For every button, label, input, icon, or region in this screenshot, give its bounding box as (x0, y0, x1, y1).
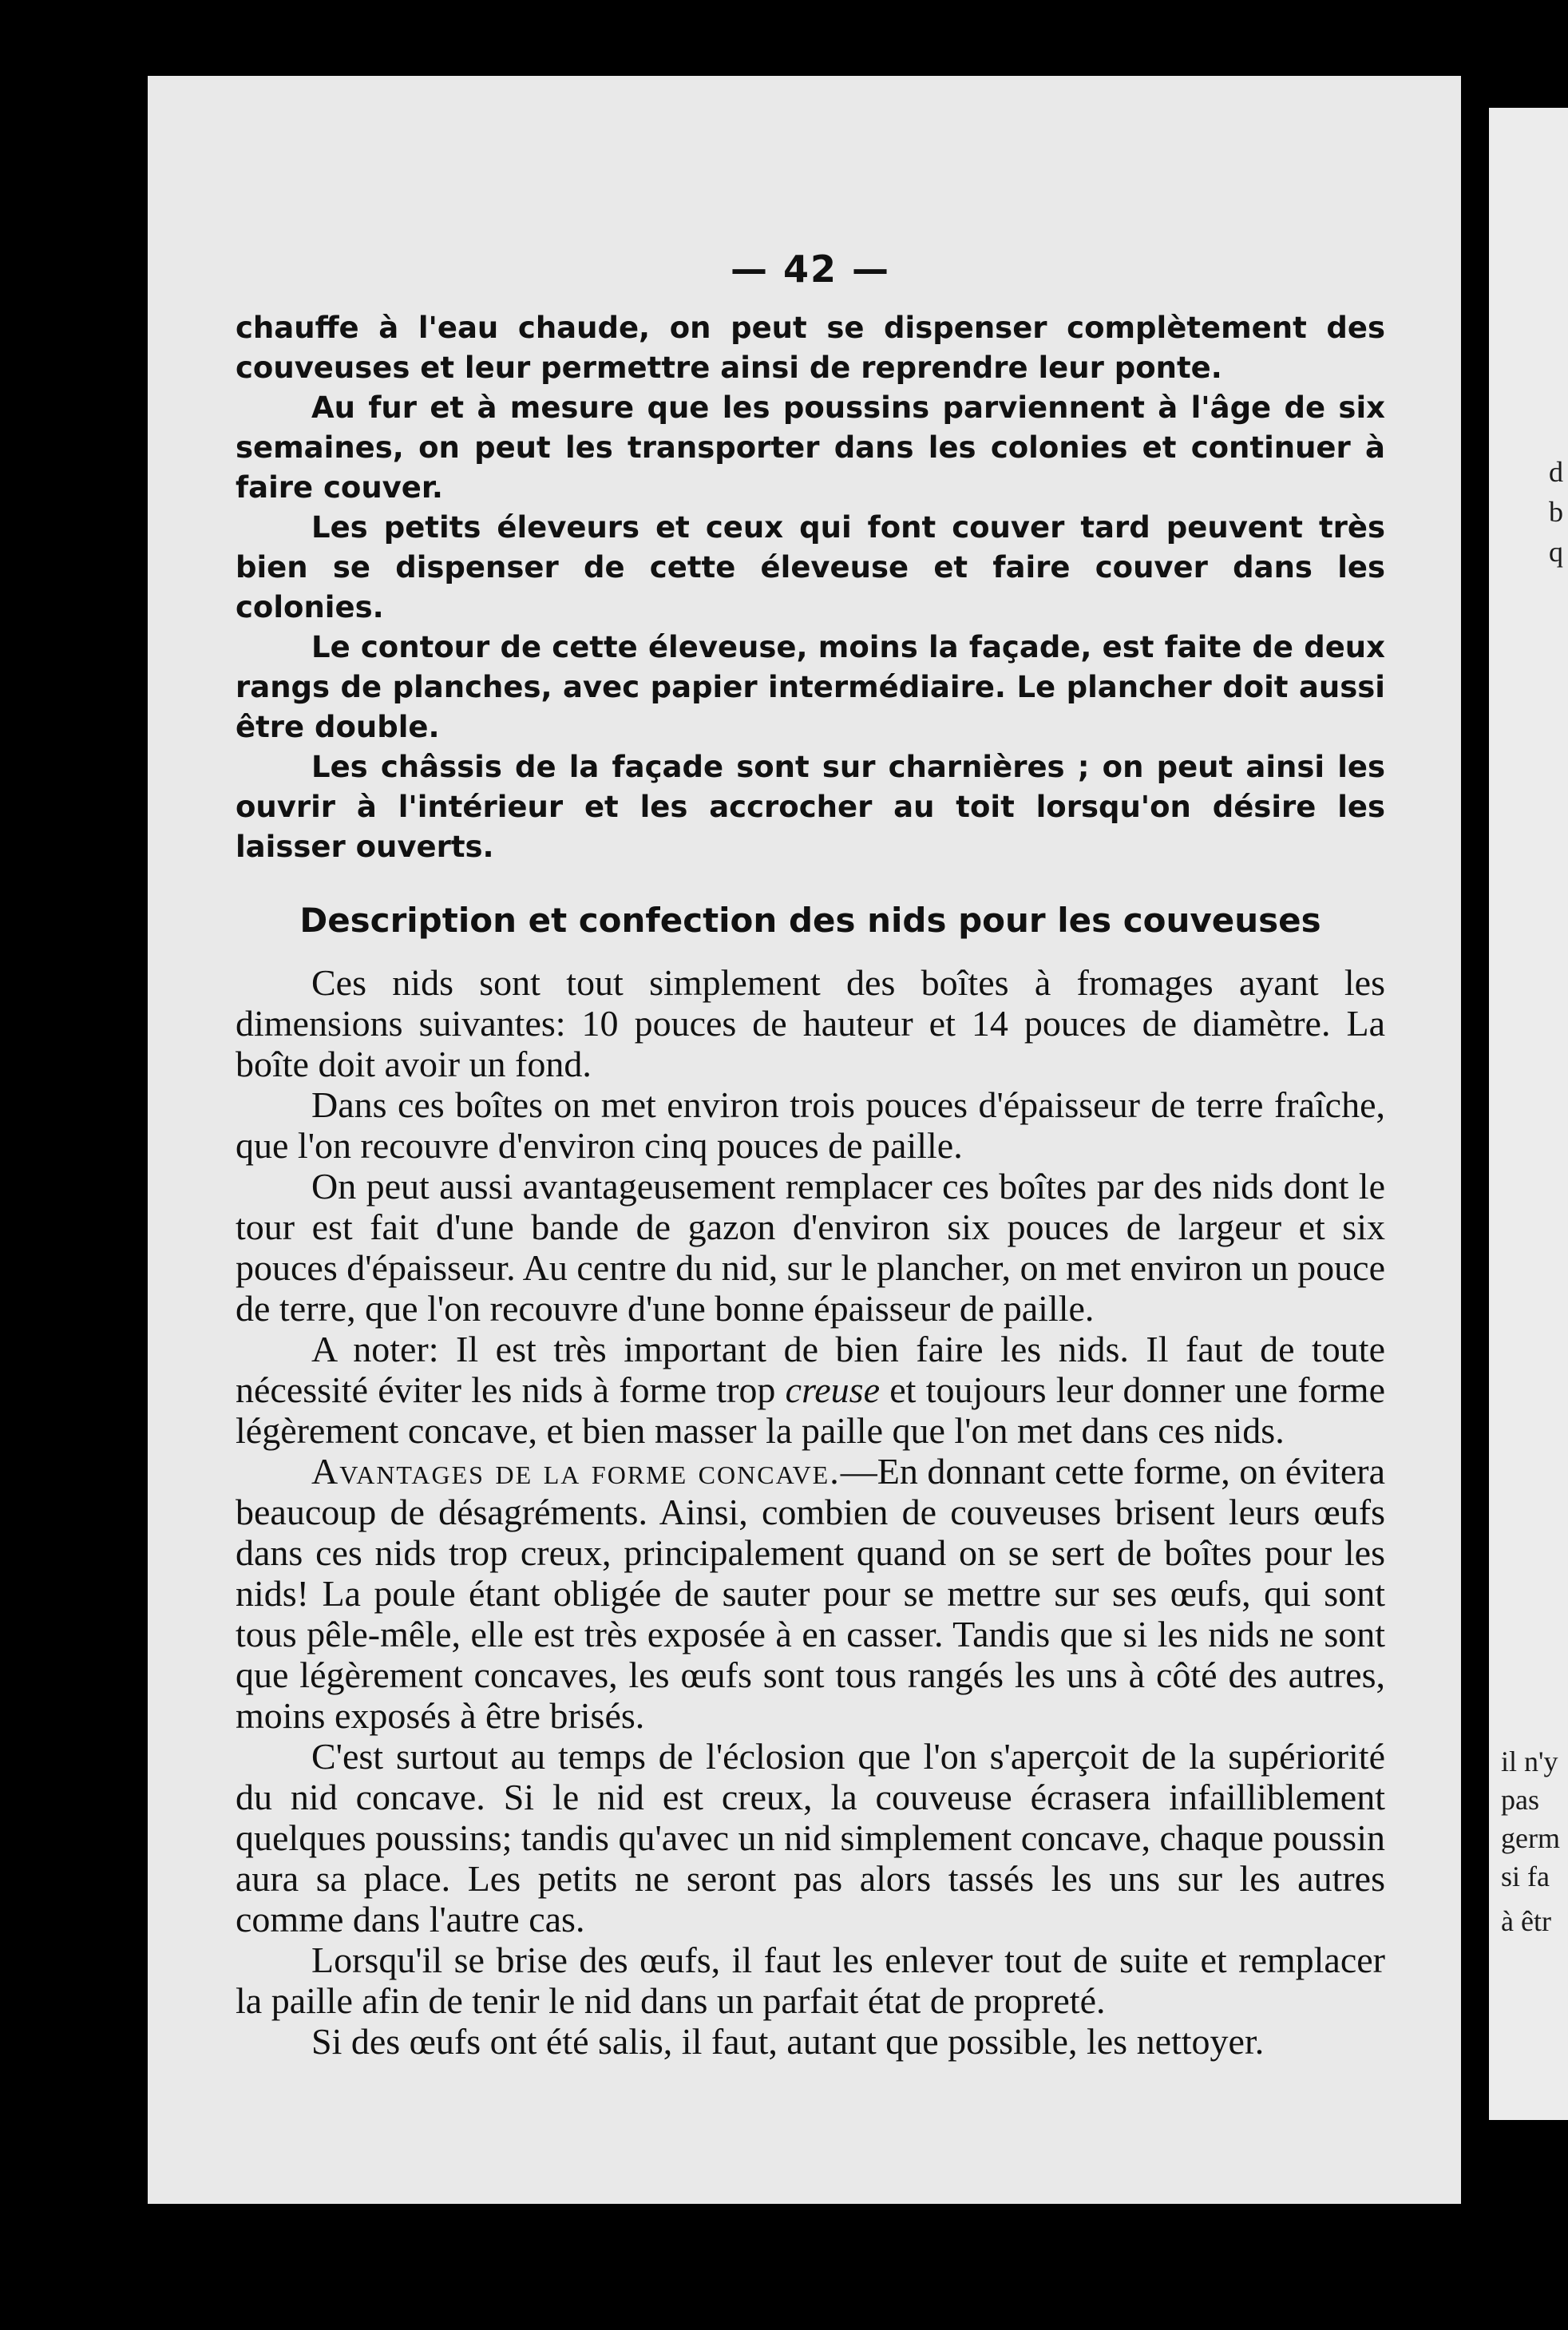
section-heading: Description et confection des nids pour les couveuses (299, 901, 1321, 940)
fragment-text: à êtr (1501, 1905, 1551, 1937)
note-paragraph (236, 1329, 1385, 1451)
facing-page-edge (1489, 108, 1568, 2120)
note-text-after: et toujours leur donner une forme légèrement concave, et bien masser la paille que l'on met dans ces nids. (236, 1369, 1386, 1451)
fragment-text: germ (1501, 1822, 1560, 1854)
avantages-paragraph (236, 1451, 1385, 1736)
paragraph: Au fur et à mesure que les poussins parviennent à l'âge de six semaines, on peut les transporter dans les colonies et continuer à faire couver. (236, 390, 1385, 505)
paragraph: Le contour de cette éleveuse, moins la façade, est faite de deux rangs de planches, avec papier intermédiaire. Le plancher doit aussi être double. (236, 630, 1385, 744)
paragraph: On peut aussi avantageusement remplacer ces boîtes par des nids dont le tour est fait d'une bande de gazon d'environ six pouces de largeur et six pouces d'épaisseur. Au centre du nid, sur le plancher, on met environ un pouce de terre, que l'on recouvre d'une bonne épaisseur de paille. (236, 1166, 1385, 1329)
paragraph: Dans ces boîtes on met environ trois pouces d'épaisseur de terre fraîche, que l'on recouvre d'environ cinq pouces de paille. (236, 1084, 1385, 1166)
paragraph: Les petits éleveurs et ceux qui font couver tard peuvent très bien se dispenser de cette éleveuse et faire couver dans les colonies. (236, 510, 1385, 624)
fragment-text: q (1549, 536, 1563, 568)
fragment-text: il n'y (1501, 1746, 1558, 1777)
fragment-text: d (1549, 456, 1563, 488)
paragraph: chauffe à l'eau chaude, on peut se dispenser complètement des couveuses et leur permettre ainsi de reprendre leur ponte. (236, 311, 1385, 385)
paragraph: Les châssis de la façade sont sur charnières ; on peut ainsi les ouvrir à l'intérieur et les accrocher au toit lorsqu'on désire les laisser ouverts. (236, 750, 1385, 864)
book-gutter (1461, 76, 1489, 2204)
small-caps-lead: Avantages de la forme concave. (311, 1451, 841, 1492)
page-content (236, 248, 1385, 2062)
fragment-text: pas (1501, 1784, 1539, 1816)
fragment-text: b (1549, 496, 1563, 528)
paragraph: Lorsqu'il se brise des œufs, il faut les enlever tout de suite et remplacer la paille afin de tenir le nid dans un parfait état de propreté. (236, 1940, 1385, 2021)
paragraph: Ces nids sont tout simplement des boîtes à fromages ayant les dimensions suivantes: 10 pouces de hauteur et 14 pouces de diamètre. La boîte doit avoir un fond. (236, 962, 1385, 1084)
fragment-text: si fa (1501, 1860, 1550, 1892)
emphasis-word: creuse (785, 1369, 881, 1410)
paragraph: Si des œufs ont été salis, il faut, autant que possible, les nettoyer. (311, 2021, 1265, 2062)
page-number: — 42 — (730, 248, 891, 291)
paragraph: C'est surtout au temps de l'éclosion que l'on s'aperçoit de la supériorité du nid concave. Si le nid est creux, la couveuse écrasera infailliblement quelques poussins; tandis qu'avec un nid simplement concave, chaque poussin aura sa place. Les petits ne seront pas alors tassés les uns sur les autres comme dans l'autre cas. (236, 1736, 1385, 1940)
avantages-text: —En donnant cette forme, on évitera beaucoup de désagréments. Ainsi, combien de couveuses brisent leurs œufs dans ces nids trop creux, principalement quand on se sert de boîtes pour les nids! La poule étant obligée de sauter pour se mettre sur ses œufs, qui sont tous pêle-mêle, elle est très exposée à en casser. Tandis que si les nids ne sont que légèrement concaves, les œufs sont tous rangés les uns à côté des autres, moins exposés à être brisés. (236, 1451, 1385, 1736)
book-page (148, 76, 1461, 2204)
note-text-before: A noter: Il est très important de bien faire les nids. Il faut de toute nécessité éviter les nids à forme trop (236, 1329, 1385, 1410)
